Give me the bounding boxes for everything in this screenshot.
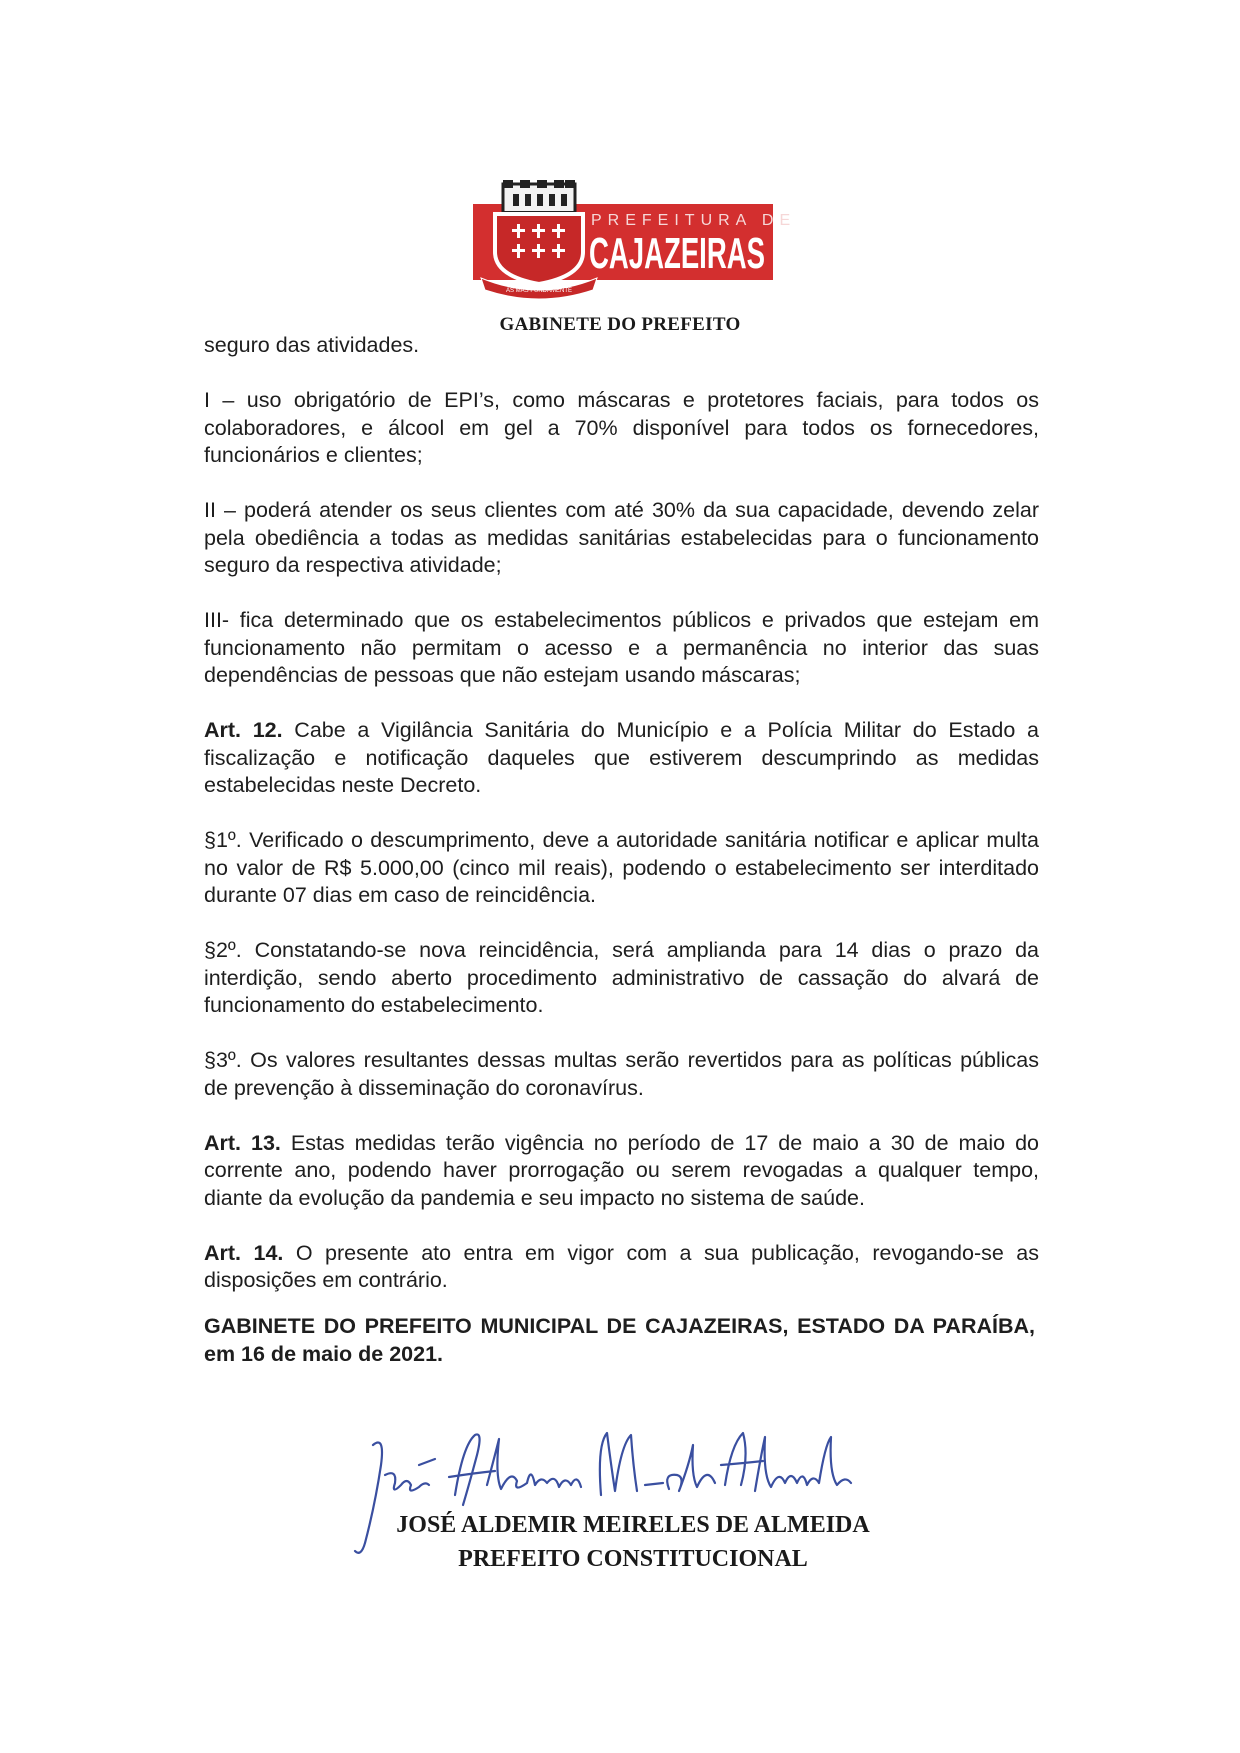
shield-icon <box>495 214 583 284</box>
paragraph-item-iii: III- fica determinado que os estabelecimentos públicos e privados que estejam em funcionamento não permitam o acesso e a permanência no interior das suas dependências de pessoas que não estejam usando máscaras; <box>204 608 1039 687</box>
paragraph-item-i: I – uso obrigatório de EPI’s, como máscaras e protetores faciais, para todos os colaboradores, e álcool em gel a 70% disponível para todos os fornecedores, funcionários e clientes; <box>204 388 1039 467</box>
document-body <box>204 332 1039 1322</box>
article-13-label: Art. 13. <box>204 1130 281 1155</box>
logo-motto: AS MAS FUNDAMENTE <box>505 288 573 294</box>
prefeitura-logo <box>473 180 797 298</box>
paragraph-item-ii: II – poderá atender os seus clientes com até 30% da sua capacidade, devendo zelar pela obediência a todas as medidas sanitárias estabelecidas para o funcionamento seguro da respectiva atividade; <box>204 498 1039 577</box>
paragraph-3: §3º. Os valores resultantes dessas multas serão revertidos para as políticas públicas de prevenção à disseminação do coronavírus. <box>204 1048 1039 1100</box>
article-12-text: Cabe a Vigilância Sanitária do Município e a Polícia Militar do Estado a fiscalização e notificação daqueles que estiverem descumprindo as medidas estabelecidas neste Decreto. <box>204 718 1039 797</box>
closing-statement: GABINETE DO PREFEITO MUNICIPAL DE CAJAZEIRAS, ESTADO DA PARAÍBA, em 16 de maio de 2021. <box>204 1314 1035 1366</box>
article-14-text: O presente ato entra em vigor com a sua publicação, revogando-se as disposições em contrário. <box>204 1240 1039 1292</box>
signatory-name: JOSÉ ALDEMIR MEIRELES DE ALMEIDA <box>396 1512 870 1538</box>
article-14-label: Art. 14. <box>204 1240 284 1265</box>
article-14 <box>204 1240 1039 1295</box>
signatory-role: PREFEITO CONSTITUCIONAL <box>458 1546 808 1572</box>
paragraph-1: §1º. Verificado o descumprimento, deve a autoridade sanitária notificar e aplicar multa no valor de R$ 5.000,00 (cinco mil reais), podendo o estabelecimento ser interditado durante 07 dias em caso de reincidência. <box>204 828 1039 907</box>
paragraph-continuation: seguro das atividades. <box>204 333 420 357</box>
article-13-text: Estas medidas terão vigência no período de 17 de maio a 30 de maio do corrente ano, podendo haver prorrogação ou serem revogadas a qualquer tempo, diante da evolução da pandemia e seu impacto no sistema de saúde. <box>204 1130 1039 1210</box>
article-12 <box>204 717 1039 800</box>
article-13 <box>204 1130 1039 1213</box>
logo-main-text: CAJAZEIRAS <box>589 229 765 278</box>
logo-top-text: PREFEITURA DE <box>591 212 797 229</box>
paragraph-2: §2º. Constatando-se nova reincidência, será amplianda para 14 dias o prazo da interdição, sendo aberto procedimento administrativo de cassação do alvará de funcionamento do estabelecimento. <box>204 938 1039 1017</box>
article-12-label: Art. 12. <box>204 718 283 742</box>
page-header-title: GABINETE DO PREFEITO <box>499 314 741 335</box>
